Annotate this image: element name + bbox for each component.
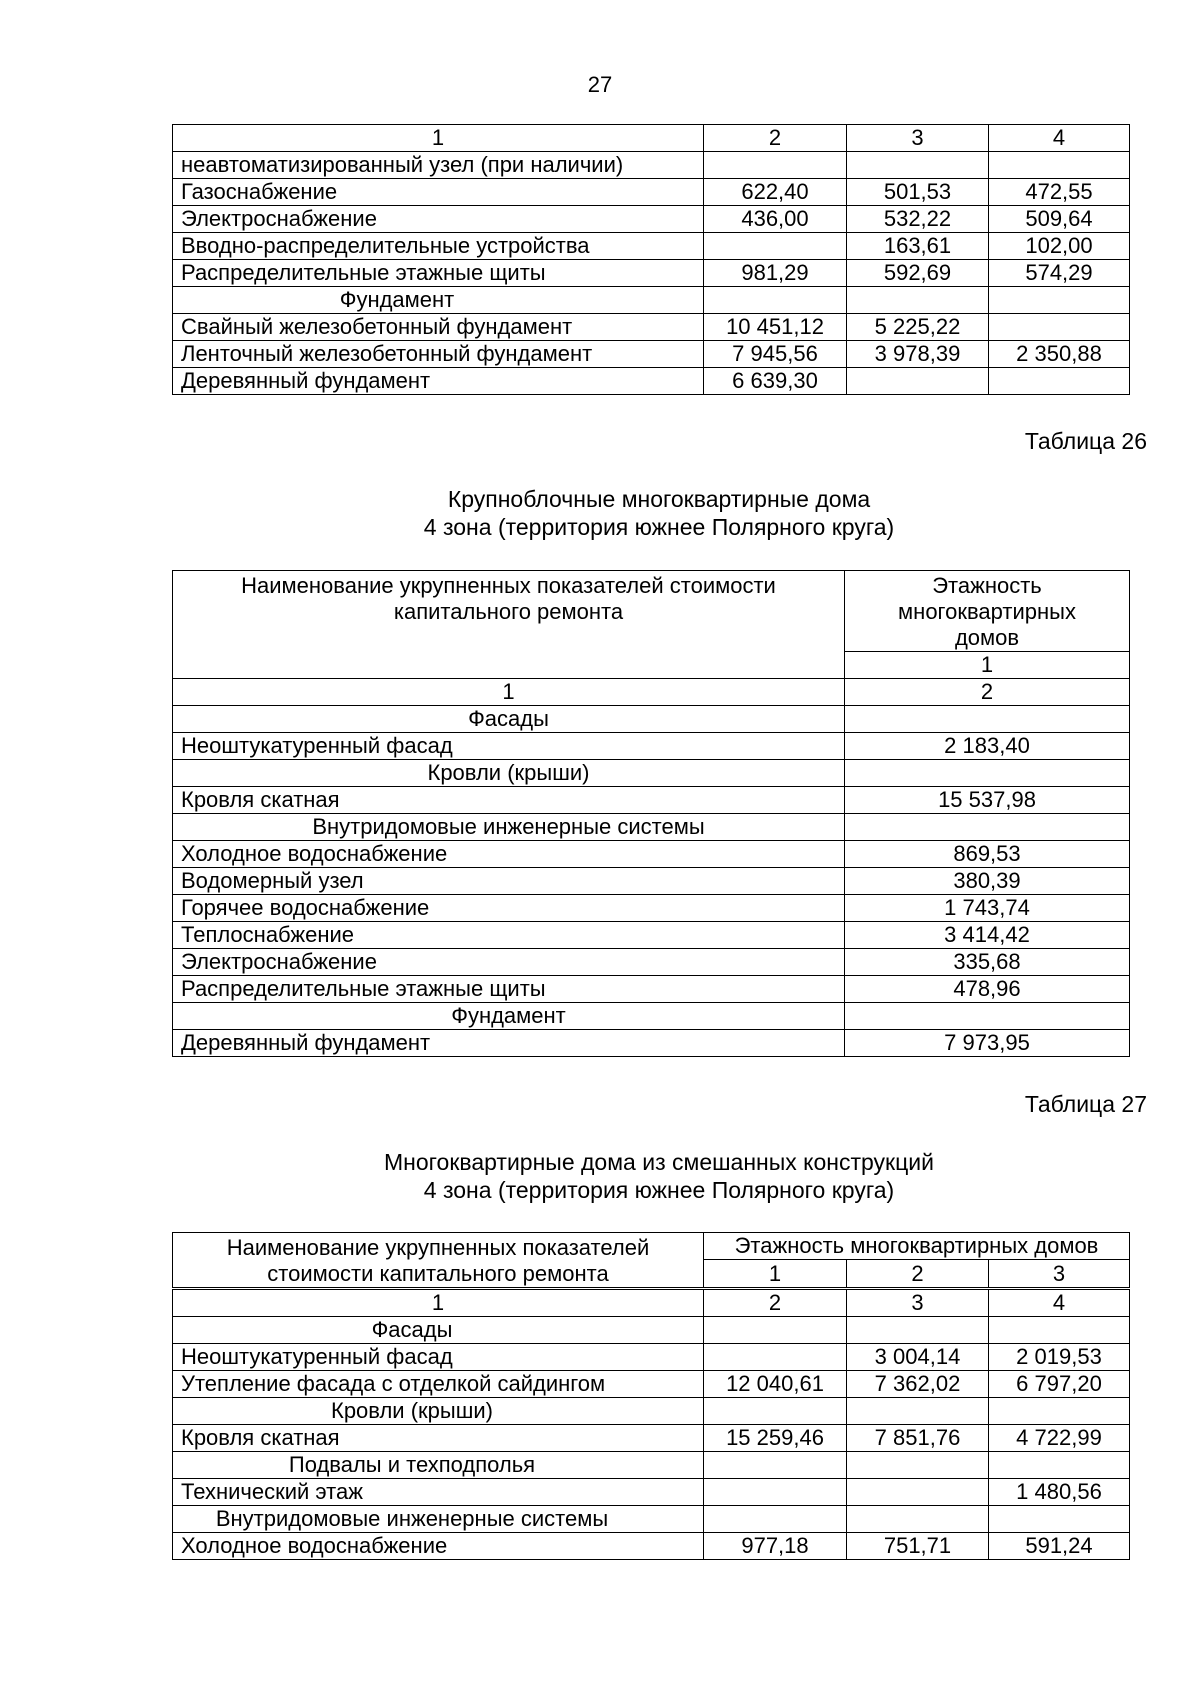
value-cell: 3 414,42 (845, 922, 1130, 949)
value-cell: 509,64 (989, 206, 1130, 233)
value-cell (704, 1398, 847, 1425)
value-cell: 5 225,22 (847, 314, 989, 341)
value-cell: 7 973,95 (845, 1030, 1130, 1057)
value-cell (845, 706, 1130, 733)
value-cell (989, 1452, 1130, 1479)
column-number: 3 (847, 1289, 989, 1317)
value-cell (847, 152, 989, 179)
section-title: Фундамент (173, 287, 704, 314)
value-cell (704, 1479, 847, 1506)
row-name: Теплоснабжение (173, 922, 845, 949)
column-number: 4 (989, 125, 1130, 152)
value-cell: 2 183,40 (845, 733, 1130, 760)
value-cell (847, 1398, 989, 1425)
value-cell (989, 287, 1130, 314)
table-row (173, 368, 1130, 395)
value-cell: 7 851,76 (847, 1425, 989, 1452)
value-cell: 622,40 (704, 179, 847, 206)
table-26-floor-col: 1 (845, 652, 1130, 679)
value-cell (704, 1506, 847, 1533)
section-row (173, 706, 1130, 733)
value-cell: 3 978,39 (847, 341, 989, 368)
floor-count: 1 (704, 1260, 847, 1289)
table-row (173, 868, 1130, 895)
row-name: Неоштукатуренный фасад (173, 733, 845, 760)
table-27-title: Многоквартирные дома из смешанных конструкций (384, 1149, 934, 1175)
section-title: Внутридомовые инженерные системы (173, 814, 845, 841)
value-cell: 7 362,02 (847, 1371, 989, 1398)
table-row (173, 922, 1130, 949)
section-row (173, 814, 1130, 841)
table-row (173, 314, 1130, 341)
column-number: 1 (173, 125, 704, 152)
value-cell: 574,29 (989, 260, 1130, 287)
value-cell (704, 287, 847, 314)
column-number-row (173, 679, 1130, 706)
value-cell (704, 1452, 847, 1479)
floor-count: 2 (847, 1260, 989, 1289)
section-title: Кровли (крыши) (173, 1398, 704, 1425)
table-row (173, 179, 1130, 206)
table-26-label: Таблица 26 (1024, 428, 1147, 454)
value-cell (704, 1317, 847, 1344)
value-cell: 2 019,53 (989, 1344, 1130, 1371)
column-number: 3 (847, 125, 989, 152)
value-cell: 2 350,88 (989, 341, 1130, 368)
row-name: Вводно-распределительные устройства (173, 233, 704, 260)
value-cell: 1 743,74 (845, 895, 1130, 922)
section-row (173, 1452, 1130, 1479)
table-27-header-floors: Этажность многоквартирных домов (704, 1233, 1130, 1260)
value-cell: 335,68 (845, 949, 1130, 976)
column-number: 2 (704, 125, 847, 152)
row-name: Кровля скатная (173, 787, 845, 814)
column-number: 4 (989, 1289, 1130, 1317)
section-row (173, 1398, 1130, 1425)
value-cell (989, 1398, 1130, 1425)
table-row (173, 733, 1130, 760)
value-cell: 501,53 (847, 179, 989, 206)
value-cell (704, 152, 847, 179)
value-cell (989, 1317, 1130, 1344)
row-name: Свайный железобетонный фундамент (173, 314, 704, 341)
value-cell: 592,69 (847, 260, 989, 287)
value-cell: 977,18 (704, 1533, 847, 1560)
table-26-header-name: Наименование укрупненных показателей стоимости капитального ремонта (173, 571, 845, 679)
table-row (173, 233, 1130, 260)
value-cell: 380,39 (845, 868, 1130, 895)
table-26 (172, 570, 1130, 1057)
value-cell (847, 1506, 989, 1533)
section-title: Подвалы и техподполья (173, 1452, 704, 1479)
row-name: Электроснабжение (173, 949, 845, 976)
section-row (173, 760, 1130, 787)
row-name: Деревянный фундамент (173, 368, 704, 395)
value-cell: 163,61 (847, 233, 989, 260)
row-name: Водомерный узел (173, 868, 845, 895)
value-cell: 15 259,46 (704, 1425, 847, 1452)
table-row (173, 976, 1130, 1003)
value-cell (847, 1317, 989, 1344)
section-row (173, 1003, 1130, 1030)
value-cell: 869,53 (845, 841, 1130, 868)
table-row (173, 1030, 1130, 1057)
row-name: Электроснабжение (173, 206, 704, 233)
table-26-title: Крупноблочные многоквартирные дома (447, 486, 871, 512)
value-cell (845, 814, 1130, 841)
table-26-header-floors: Этажность многоквартирных домов (845, 571, 1130, 652)
value-cell: 102,00 (989, 233, 1130, 260)
value-cell: 478,96 (845, 976, 1130, 1003)
value-cell: 436,00 (704, 206, 847, 233)
table-row (173, 260, 1130, 287)
row-name: Кровля скатная (173, 1425, 704, 1452)
table-row (173, 1425, 1130, 1452)
table-27-header-name: Наименование укрупненных показателей стоимости капитального ремонта (173, 1233, 704, 1289)
table-27-label: Таблица 27 (1024, 1091, 1147, 1117)
column-number: 1 (173, 679, 845, 706)
table-row (173, 341, 1130, 368)
table-26-subtitle: 4 зона (территория южнее Полярного круга) (423, 514, 895, 540)
value-cell (989, 368, 1130, 395)
column-number: 2 (845, 679, 1130, 706)
value-cell (989, 1506, 1130, 1533)
value-cell (845, 760, 1130, 787)
value-cell (847, 368, 989, 395)
row-name: Утепление фасада с отделкой сайдингом (173, 1371, 704, 1398)
section-row (173, 287, 1130, 314)
table-row (173, 949, 1130, 976)
floor-count: 3 (989, 1260, 1130, 1289)
value-cell: 15 537,98 (845, 787, 1130, 814)
continued-table (172, 124, 1130, 395)
value-cell: 7 945,56 (704, 341, 847, 368)
row-name: Технический этаж (173, 1479, 704, 1506)
value-cell: 6 639,30 (704, 368, 847, 395)
section-row (173, 1506, 1130, 1533)
row-name: Холодное водоснабжение (173, 1533, 704, 1560)
table-row (173, 152, 1130, 179)
table-row (173, 1533, 1130, 1560)
value-cell: 4 722,99 (989, 1425, 1130, 1452)
column-number: 1 (173, 1289, 704, 1317)
page-number: 27 (587, 72, 613, 97)
section-title: Фасады (173, 706, 845, 733)
value-cell: 10 451,12 (704, 314, 847, 341)
row-name: Неоштукатуренный фасад (173, 1344, 704, 1371)
value-cell (847, 287, 989, 314)
value-cell: 532,22 (847, 206, 989, 233)
value-cell: 3 004,14 (847, 1344, 989, 1371)
column-number-row (173, 1289, 1130, 1317)
table-row (173, 1344, 1130, 1371)
value-cell: 1 480,56 (989, 1479, 1130, 1506)
row-name: Холодное водоснабжение (173, 841, 845, 868)
value-cell (989, 152, 1130, 179)
value-cell (847, 1452, 989, 1479)
value-cell (847, 1479, 989, 1506)
column-number-row (173, 125, 1130, 152)
column-number: 2 (704, 1289, 847, 1317)
value-cell (704, 1344, 847, 1371)
value-cell: 591,24 (989, 1533, 1130, 1560)
table-row (173, 787, 1130, 814)
value-cell: 472,55 (989, 179, 1130, 206)
value-cell (845, 1003, 1130, 1030)
value-cell: 981,29 (704, 260, 847, 287)
section-row (173, 1317, 1130, 1344)
section-title: Кровли (крыши) (173, 760, 845, 787)
section-title: Фасады (173, 1317, 704, 1344)
section-title: Фундамент (173, 1003, 845, 1030)
table-row (173, 895, 1130, 922)
row-name: Газоснабжение (173, 179, 704, 206)
section-title: Внутридомовые инженерные системы (173, 1506, 704, 1533)
table-row (173, 206, 1130, 233)
table-row (173, 841, 1130, 868)
row-name: Ленточный железобетонный фундамент (173, 341, 704, 368)
row-name: неавтоматизированный узел (при наличии) (173, 152, 704, 179)
row-name: Распределительные этажные щиты (173, 976, 845, 1003)
value-cell (989, 314, 1130, 341)
value-cell: 6 797,20 (989, 1371, 1130, 1398)
row-name: Деревянный фундамент (173, 1030, 845, 1057)
row-name: Распределительные этажные щиты (173, 260, 704, 287)
value-cell (704, 233, 847, 260)
value-cell: 12 040,61 (704, 1371, 847, 1398)
table-27-subtitle: 4 зона (территория южнее Полярного круга) (423, 1177, 895, 1203)
table-row (173, 1371, 1130, 1398)
row-name: Горячее водоснабжение (173, 895, 845, 922)
value-cell: 751,71 (847, 1533, 989, 1560)
table-row (173, 1479, 1130, 1506)
table-27 (172, 1232, 1130, 1560)
